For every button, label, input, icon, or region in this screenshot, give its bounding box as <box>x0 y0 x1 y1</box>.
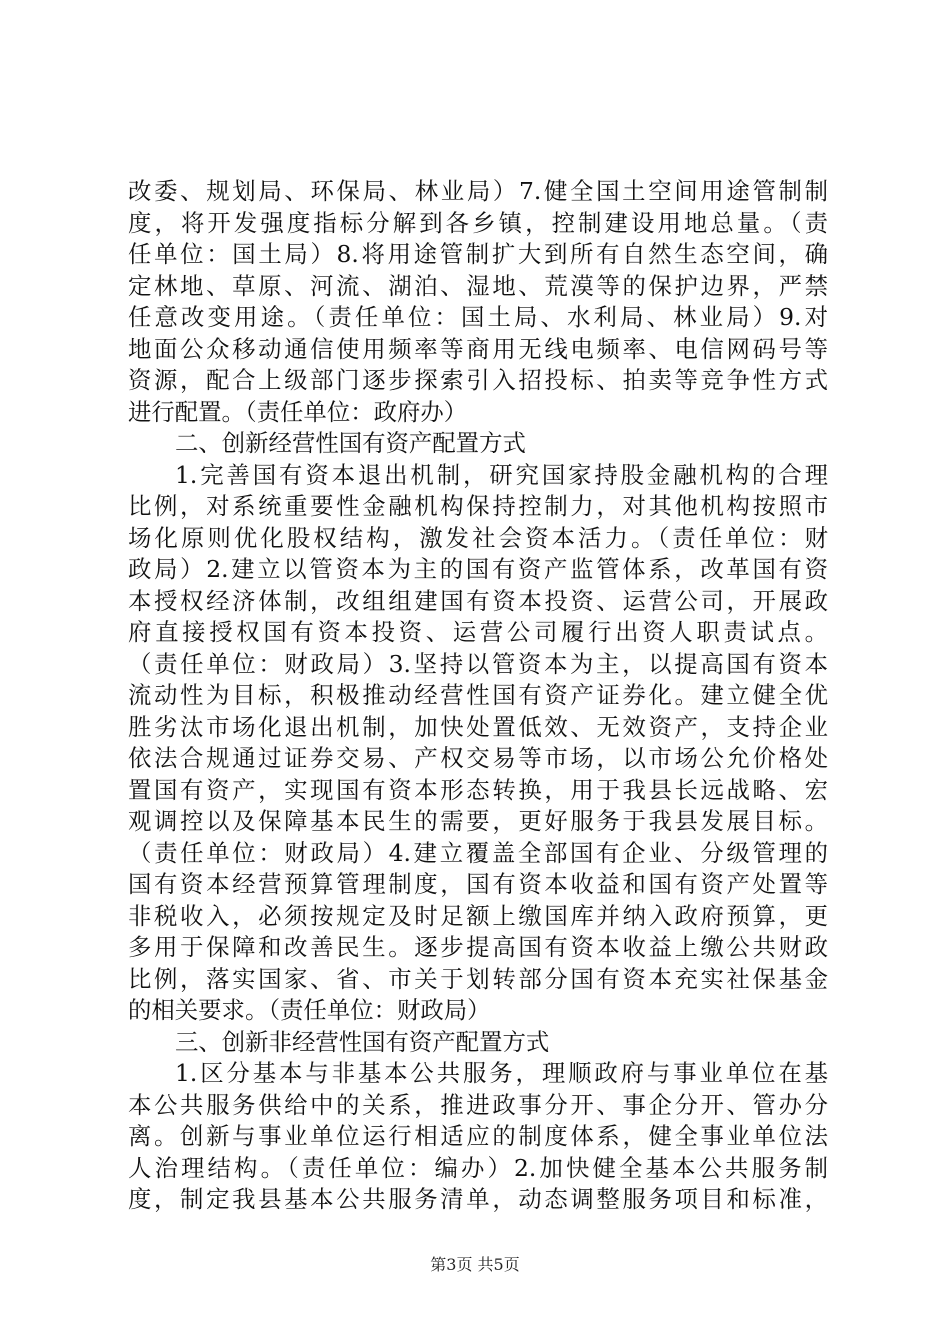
text-line: 流动性为目标，积极推动经营性国有资产证券化。建立健全优 <box>128 681 828 709</box>
page-footer: 第3页 共5页 <box>430 1255 520 1274</box>
text-line: 二、创新经营性国有资产配置方式 <box>175 429 526 457</box>
text-line: 三、创新非经营性国有资产配置方式 <box>175 1027 550 1056</box>
text-line: 本授权经济体制，改组组建国有资本投资、运营公司，开展政 <box>128 586 828 615</box>
text-line: 依法合规通过证券交易、产权交易等市场，以市场公允价格处 <box>128 744 828 772</box>
text-line: 国有资本经营预算管理制度，国有资本收益和国有资产处置等 <box>128 870 828 898</box>
text-line: 多用于保障和改善民生。逐步提高国有资本收益上缴公共财政 <box>128 933 828 961</box>
text-line: 人治理结构。（责任单位：编办）2.加快健全基本公共服务制 <box>128 1153 828 1182</box>
text-line: （责任单位：财政局）3.坚持以管资本为主，以提高国有资本 <box>128 649 828 678</box>
text-line: 本公共服务供给中的关系，推进政事分开、事企分开、管办分 <box>128 1090 828 1119</box>
body-text <box>128 176 828 1216</box>
text-line: 胜劣汰市场化退出机制，加快处置低效、无效资产，支持企业 <box>128 712 828 741</box>
text-line: 的相关要求。（责任单位：财政局） <box>128 996 491 1024</box>
text-line: 度，将开发强度指标分解到各乡镇，控制建设用地总量。（责 <box>128 208 828 237</box>
text-line: 1.区分基本与非基本公共服务，理顺政府与事业单位在基 <box>175 1059 828 1087</box>
text-line: 地面公众移动通信使用频率等商用无线电频率、电信网码号等 <box>128 334 828 363</box>
text-line: 非税收入，必须按规定及时足额上缴国库并纳入政府预算，更 <box>128 901 828 930</box>
text-line: 任意改变用途。（责任单位：国土局、水利局、林业局）9.对 <box>128 303 828 331</box>
text-line: 政局）2.建立以管资本为主的国有资产监管体系，改革国有资 <box>128 555 828 583</box>
text-line: 改委、规划局、环保局、林业局）7.健全国土空间用途管制制 <box>128 177 828 205</box>
text-line: 置国有资产，实现国有资本形态转换，用于我县长远战略、宏 <box>128 775 828 804</box>
text-line: 比例，落实国家、省、市关于划转部分国有资本充实社保基金 <box>128 964 828 993</box>
text-line: 比例，对系统重要性金融机构保持控制力，对其他机构按照市 <box>128 492 828 520</box>
text-line: 府直接授权国有资本投资、运营公司履行出资人职责试点。 <box>128 618 828 646</box>
text-line: 度，制定我县基本公共服务清单，动态调整服务项目和标准， <box>128 1185 828 1213</box>
text-line: 离。创新与事业单位运行相适应的制度体系，健全事业单位法 <box>128 1122 828 1150</box>
text-line: 场化原则优化股权结构，激发社会资本活力。（责任单位：财 <box>128 523 828 552</box>
text-line: 进行配置。（责任单位：政府办） <box>128 397 468 426</box>
text-line: 资源，配合上级部门逐步探索引入招投标、拍卖等竞争性方式 <box>128 366 828 394</box>
text-line: 定林地、草原、河流、湖泊、湿地、荒漠等的保护边界，严禁 <box>128 271 828 300</box>
text-line: （责任单位：财政局）4.建立覆盖全部国有企业、分级管理的 <box>128 838 828 867</box>
text-line: 任单位：国土局）8.将用途管制扩大到所有自然生态空间，确 <box>128 240 828 268</box>
text-line: 观调控以及保障基本民生的需要，更好服务于我县发展目标。 <box>128 807 828 835</box>
text-line: 1.完善国有资本退出机制，研究国家持股金融机构的合理 <box>175 460 828 489</box>
